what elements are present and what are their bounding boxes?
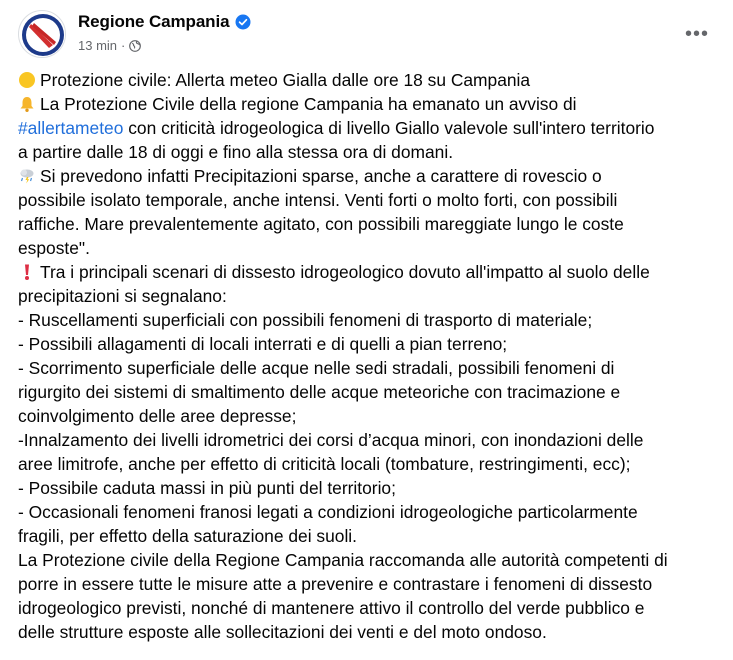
post-options-button[interactable]: ••• (684, 22, 709, 45)
cloud-lightning-rain-icon (18, 167, 36, 185)
post-line: - Scorrimento superficiale delle acque nelle sedi stradali, possibili fenomeni di (18, 358, 615, 378)
post-line: raffiche. Mare prevalentemente agitato, con possibili mareggiate lungo le coste (18, 214, 624, 234)
post-line-text: con criticità idrogeologica di livello Giallo valevole sull'intero territorio (123, 118, 655, 138)
post-line: La Protezione civile della Regione Campania raccomanda alle autorità competenti di (18, 550, 668, 570)
post-message (18, 68, 723, 644)
post-line-text: Protezione civile: Allerta meteo Gialla dalle ore 18 su Campania (40, 70, 531, 90)
post-line (18, 260, 723, 284)
region-logo-icon (19, 11, 66, 58)
post-line (18, 92, 723, 116)
post-line: - Ruscellamenti superficiali con possibili fenomeni di trasporto di materiale; (18, 310, 593, 330)
post-line: fragili, per effetto della saturazione dei suoli. (18, 526, 357, 546)
post-line: a partire dalle 18 di oggi e fino alla stessa ora di domani. (18, 142, 454, 162)
post-line: idrogeologico previsti, nonché di mantenere attivo il controllo del verde pubblico e (18, 598, 645, 618)
post-line: aree limitrofe, anche per effetto di criticità locali (tombature, restringimenti, ecc); (18, 454, 631, 474)
yellow-circle-icon (18, 71, 36, 89)
public-globe-icon[interactable] (129, 40, 141, 52)
post-line: - Possibili allagamenti di locali interrati e di quelli a pian terreno; (18, 334, 508, 354)
bell-icon (18, 95, 36, 113)
name-row (78, 12, 251, 32)
post-line: - Possibile caduta massi in più punti del territorio; (18, 478, 396, 498)
post-line (18, 68, 723, 92)
post-line: rigurgito dei sistemi di smaltimento delle acque meteoriche con tracimazione e (18, 382, 621, 402)
post-line: precipitazioni si segnalano: (18, 286, 227, 306)
post-timestamp-link[interactable]: 13 min (78, 38, 118, 53)
post-line (18, 164, 723, 188)
post-line-text: La Protezione Civile della regione Campania ha emanato un avviso di (40, 94, 577, 114)
verified-badge-icon (235, 14, 251, 30)
red-exclamation-icon (18, 263, 36, 281)
post-line-text: Tra i principali scenari di dissesto idrogeologico dovuto all'impatto al suolo delle (40, 262, 650, 282)
page-avatar[interactable] (18, 10, 66, 58)
post-line: porre in essere tutte le misure atte a prevenire e contrastare i fenomeni di dissesto (18, 574, 653, 594)
post-line (18, 116, 723, 140)
post-header (18, 10, 715, 60)
post-line: delle strutture esposte alle sollecitazioni dei venti e del moto ondoso. (18, 622, 547, 642)
meta-separator: · (121, 38, 126, 53)
post-line: coinvolgimento delle aree depresse; (18, 406, 297, 426)
page-name-link[interactable]: Regione Campania (78, 12, 230, 31)
post-line-text: Si prevedono infatti Precipitazioni sparse, anche a carattere di rovescio o (40, 166, 602, 186)
hashtag-link[interactable]: #allertameteo (18, 118, 124, 138)
post-line: -Innalzamento dei livelli idrometrici dei corsi d’acqua minori, con inondazioni delle (18, 430, 644, 450)
post-line: esposte". (18, 238, 90, 258)
post-line: - Occasionali fenomeni franosi legati a condizioni idrogeologiche particolarmente (18, 502, 638, 522)
post-meta (78, 38, 141, 53)
post-line: possibile isolato temporale, anche intensi. Venti forti o molto forti, con possibili (18, 190, 618, 210)
